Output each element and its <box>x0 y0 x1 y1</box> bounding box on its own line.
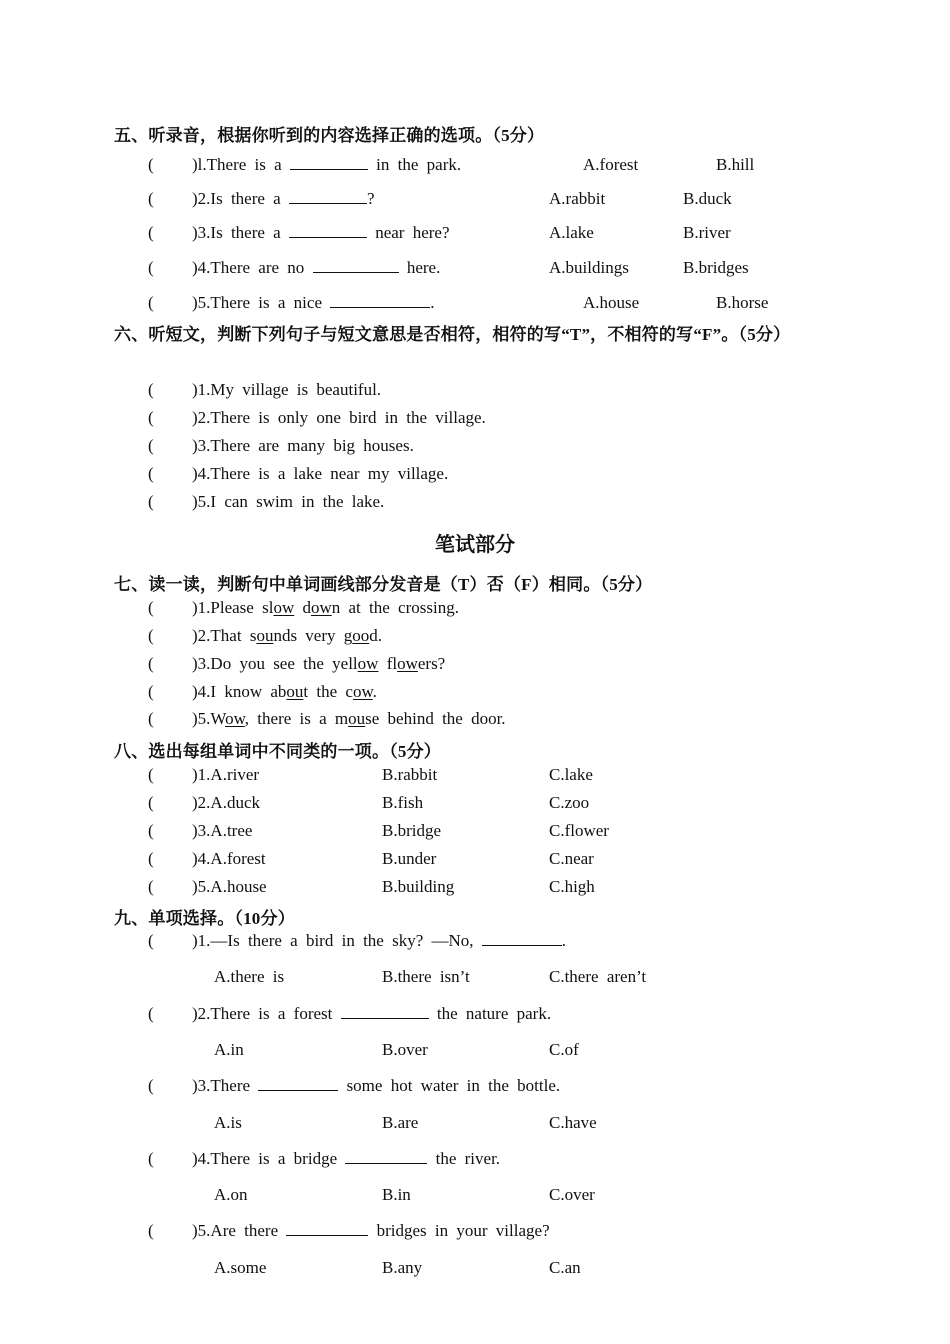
option-b: B.bridge <box>382 821 442 840</box>
option-a: A.on <box>214 1185 248 1204</box>
question-text-tail: the river. <box>435 1149 501 1168</box>
question-text: )2.There is a forest <box>192 1004 333 1023</box>
listening-question-1 <box>148 155 461 175</box>
sentence-part: ers? <box>417 654 446 673</box>
option-b: B.any <box>382 1258 423 1277</box>
sentence-part: )3.Do you see the yell <box>192 654 358 673</box>
option-b: B.fish <box>382 793 424 812</box>
underlined-letters: ow <box>397 654 418 673</box>
answer-paren[interactable]: ( <box>148 293 154 312</box>
option-b: B.building <box>382 877 455 896</box>
underlined-letters: ou <box>256 626 274 645</box>
option-b: B.hill <box>716 155 755 174</box>
answer-blank[interactable] <box>286 1221 368 1236</box>
option-a: )2.A.duck <box>192 793 260 812</box>
option-b: B.over <box>382 1040 428 1059</box>
sentence-part: d. <box>369 626 383 645</box>
option-b: B.river <box>683 223 731 242</box>
option-c: C.lake <box>549 765 593 784</box>
option-a: A.rabbit <box>549 189 606 208</box>
option-b: B.under <box>382 849 437 868</box>
answer-blank[interactable] <box>289 223 367 238</box>
question-text-tail: near here? <box>375 223 450 242</box>
choice-question-4 <box>148 1149 500 1169</box>
option-b: B.rabbit <box>382 765 438 784</box>
answer-paren[interactable]: ( <box>148 793 154 812</box>
answer-paren[interactable]: ( <box>148 464 154 483</box>
listening-question-4 <box>148 258 440 278</box>
answer-paren[interactable]: ( <box>148 1004 154 1023</box>
sentence-part: d <box>294 598 311 617</box>
answer-paren[interactable]: ( <box>148 189 154 208</box>
option-a: A.in <box>214 1040 244 1059</box>
answer-paren[interactable]: ( <box>148 877 154 896</box>
section-9-title: 九、单项选择。（10分） <box>114 909 295 928</box>
statement-text: )3.There are many big houses. <box>192 436 414 455</box>
answer-paren[interactable]: ( <box>148 849 154 868</box>
sentence-part: . <box>372 682 377 701</box>
option-a: )5.A.house <box>192 877 267 896</box>
underlined-letters: ow <box>352 682 373 701</box>
choice-question-5 <box>148 1221 550 1241</box>
option-a: A.forest <box>583 155 639 174</box>
choice-question-3 <box>148 1076 560 1096</box>
underlined-letters: ou <box>286 682 304 701</box>
question-text-tail: . <box>430 293 435 312</box>
question-text: )3.There <box>192 1076 251 1095</box>
sentence-part: )1.Please sl <box>192 598 274 617</box>
odd-one-out-item-3 <box>148 821 252 841</box>
option-b: B.duck <box>683 189 732 208</box>
option-a: A.lake <box>549 223 594 242</box>
sentence-part: , there is a m <box>244 709 349 728</box>
option-c: C.flower <box>549 821 609 840</box>
sentence-part: t the c <box>303 682 353 701</box>
option-c: C.zoo <box>549 793 590 812</box>
question-text: )4.There is a bridge <box>192 1149 338 1168</box>
option-b: B.horse <box>716 293 769 312</box>
answer-paren[interactable]: ( <box>148 258 154 277</box>
phonics-item-5 <box>148 709 506 729</box>
sentence-part: fl <box>378 654 398 673</box>
true-false-item-1 <box>148 380 381 400</box>
question-text-tail: here. <box>406 258 441 277</box>
option-c: C.near <box>549 849 594 868</box>
phonics-item-1 <box>148 598 459 618</box>
underlined-letters: ow <box>357 654 379 673</box>
option-c: C.have <box>549 1113 597 1132</box>
true-false-item-2 <box>148 408 486 428</box>
statement-text: )5.I can swim in the lake. <box>192 492 385 511</box>
option-a: A.house <box>583 293 640 312</box>
option-c: C.of <box>549 1040 579 1059</box>
sentence-part: nds very g <box>273 626 353 645</box>
underlined-letters: oo <box>352 626 370 645</box>
answer-blank[interactable] <box>258 1076 338 1091</box>
answer-paren[interactable]: ( <box>148 598 154 617</box>
section-7-title: 七、读一读，判断句中单词画线部分发音是（T）否（F）相同。（5分） <box>114 575 653 594</box>
option-c: C.high <box>549 877 595 896</box>
option-b: B.in <box>382 1185 411 1204</box>
option-a: )1.A.river <box>192 765 260 784</box>
answer-paren[interactable]: ( <box>148 1149 154 1168</box>
answer-paren[interactable]: ( <box>148 155 154 174</box>
question-text: )2.Is there a <box>192 189 281 208</box>
statement-text: )2.There is only one bird in the village. <box>192 408 486 427</box>
sentence-part: n at the crossing. <box>331 598 459 617</box>
option-b: B.bridges <box>683 258 749 277</box>
sentence-part: )5.W <box>192 709 226 728</box>
option-c: C.an <box>549 1258 581 1277</box>
choice-question-2 <box>148 1004 551 1024</box>
answer-paren[interactable]: ( <box>148 1076 154 1095</box>
phonics-item-4 <box>148 682 377 702</box>
question-text-tail: the nature park. <box>436 1004 552 1023</box>
choice-question-1 <box>148 931 566 951</box>
section-6-title: 六、听短文，判断下列句子与短文意思是否相符，相符的写“T”，不相符的写“F”。（5分） <box>114 325 791 344</box>
answer-paren[interactable]: ( <box>148 682 154 701</box>
answer-paren[interactable]: ( <box>148 821 154 840</box>
phonics-item-2 <box>148 626 382 646</box>
question-text-tail: . <box>561 931 567 950</box>
listening-question-3 <box>148 223 450 243</box>
answer-blank[interactable] <box>330 293 430 308</box>
option-b: B.there isn’t <box>382 967 470 986</box>
section-8-title: 八、选出每组单词中不同类的一项。（5分） <box>114 742 441 761</box>
question-text-tail: ? <box>366 189 375 208</box>
answer-paren[interactable]: ( <box>148 765 154 784</box>
answer-blank[interactable] <box>341 1004 429 1019</box>
question-text-tail: some hot water in the bottle. <box>346 1076 561 1095</box>
answer-blank[interactable] <box>313 258 399 273</box>
answer-paren[interactable]: ( <box>148 380 154 399</box>
answer-blank[interactable] <box>482 931 562 946</box>
answer-paren[interactable]: ( <box>148 931 154 950</box>
true-false-item-3 <box>148 436 414 456</box>
answer-paren[interactable]: ( <box>148 223 154 242</box>
question-text: )1.—Is there a bird in the sky? —No, <box>192 931 474 950</box>
statement-text: )1.My village is beautiful. <box>192 380 382 399</box>
question-text: )5.There is a nice <box>192 293 322 312</box>
phonics-item-3 <box>148 654 445 674</box>
underlined-letters: ow <box>273 598 295 617</box>
odd-one-out-item-1 <box>148 765 259 785</box>
odd-one-out-item-4 <box>148 849 266 869</box>
sentence-part: )2.That s <box>192 626 257 645</box>
option-a: A.some <box>214 1258 267 1277</box>
underlined-letters: ow <box>225 709 245 728</box>
answer-paren[interactable]: ( <box>148 1221 154 1240</box>
true-false-item-4 <box>148 464 448 484</box>
question-text: )5.Are there <box>192 1221 279 1240</box>
option-c: C.there aren’t <box>549 967 647 986</box>
sentence-part: )4.I know ab <box>192 682 287 701</box>
underlined-letters: ow <box>310 598 332 617</box>
odd-one-out-item-2 <box>148 793 260 813</box>
answer-paren[interactable]: ( <box>148 436 154 455</box>
question-text-tail: in the park. <box>376 155 462 174</box>
question-text: )4.There are no <box>192 258 305 277</box>
listening-question-5 <box>148 293 435 313</box>
section-5-title: 五、听录音，根据你听到的内容选择正确的选项。（5分） <box>114 126 545 145</box>
option-a: A.there is <box>214 967 285 986</box>
question-text: )l.There is a <box>192 155 282 174</box>
question-text-tail: bridges in your village? <box>376 1221 550 1240</box>
option-b: B.are <box>382 1113 419 1132</box>
option-a: A.buildings <box>549 258 629 277</box>
written-part-title: 笔试部分 <box>435 532 515 556</box>
answer-paren[interactable]: ( <box>148 626 154 645</box>
sentence-part: se behind the door. <box>365 709 506 728</box>
answer-paren[interactable]: ( <box>148 654 154 673</box>
option-a: A.is <box>214 1113 242 1132</box>
answer-paren[interactable]: ( <box>148 709 154 728</box>
answer-blank[interactable] <box>290 155 368 170</box>
option-c: C.over <box>549 1185 595 1204</box>
answer-blank[interactable] <box>289 189 367 204</box>
question-text: )3.Is there a <box>192 223 281 242</box>
underlined-letters: ou <box>348 709 366 728</box>
option-a: )4.A.forest <box>192 849 266 868</box>
answer-blank[interactable] <box>345 1149 427 1164</box>
option-a: )3.A.tree <box>192 821 253 840</box>
listening-question-2 <box>148 189 375 209</box>
answer-paren[interactable]: ( <box>148 492 154 511</box>
true-false-item-5 <box>148 492 384 512</box>
odd-one-out-item-5 <box>148 877 267 897</box>
answer-paren[interactable]: ( <box>148 408 154 427</box>
statement-text: )4.There is a lake near my village. <box>192 464 449 483</box>
